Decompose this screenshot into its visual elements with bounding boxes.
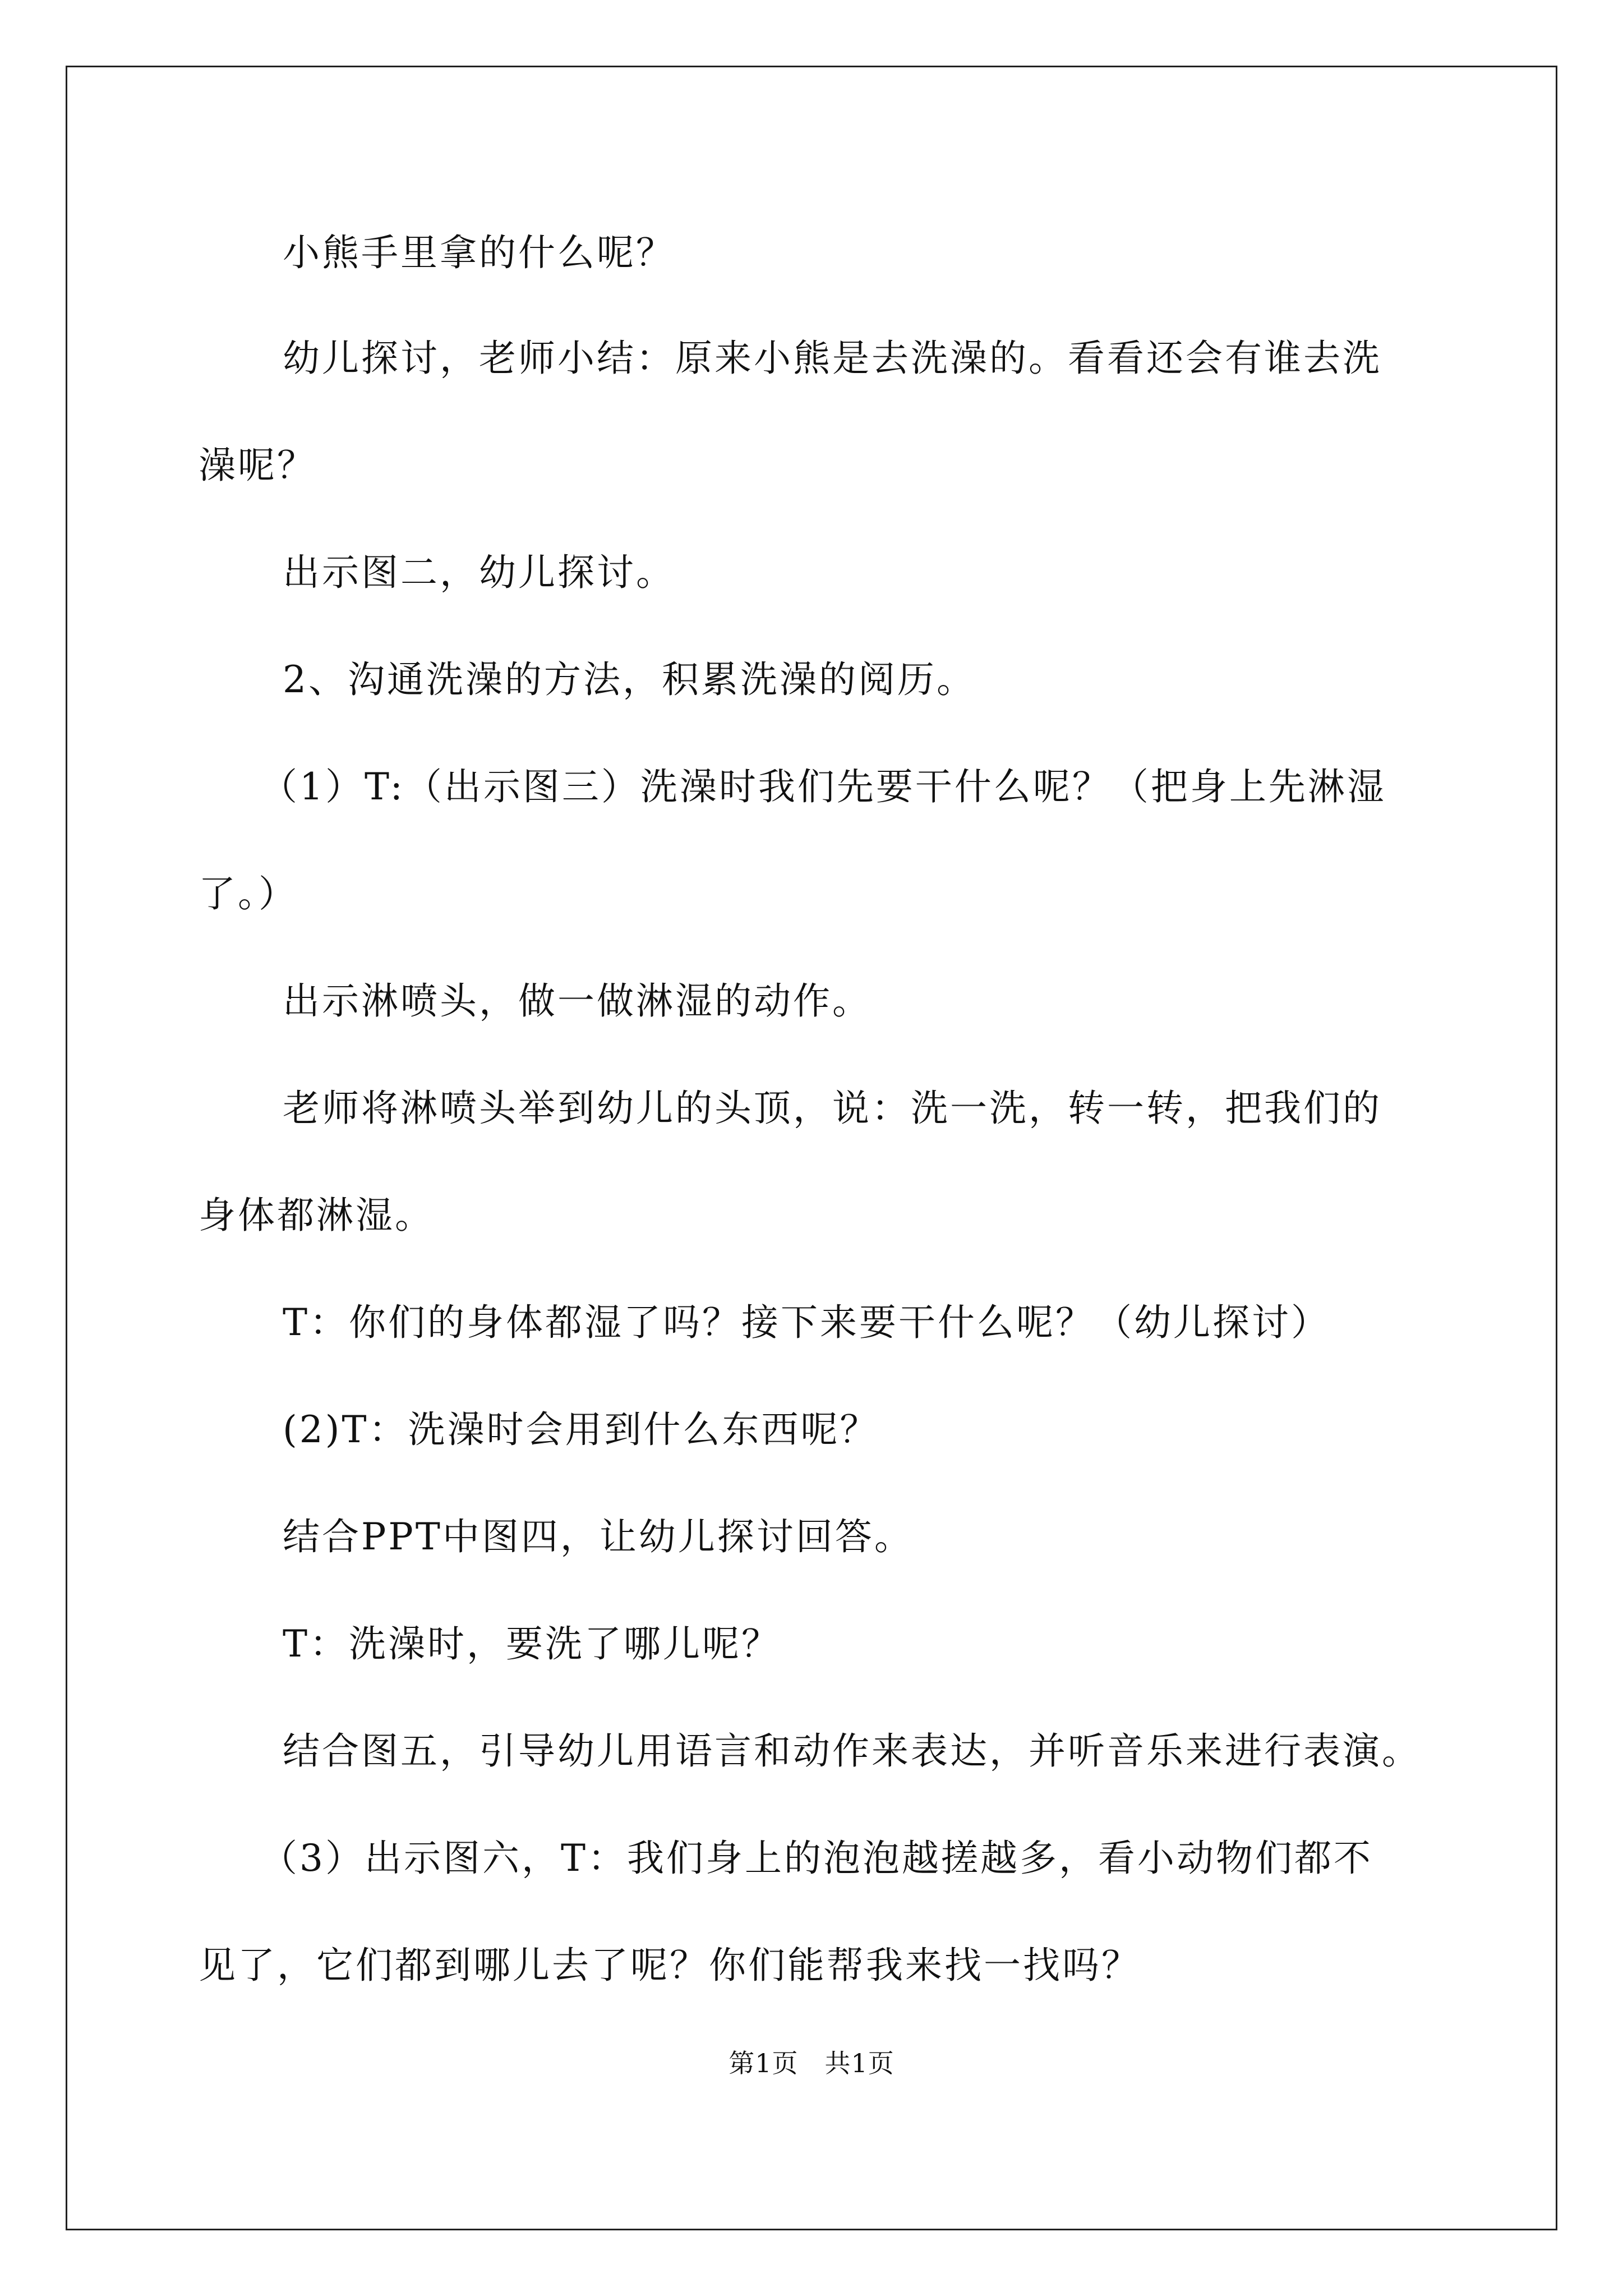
paragraph-line: T：你们的身体都湿了吗？接下来要干什么呢？（幼儿探讨） bbox=[283, 1301, 1331, 1344]
paragraph-line: 老师将淋喷头举到幼儿的头顶，说：洗一洗，转一转，把我们的 bbox=[283, 1087, 1382, 1130]
paragraph-line: 澡呢？ bbox=[199, 444, 316, 487]
paragraph-line: 见了，它们都到哪儿去了呢？你们能帮我来找一找吗？ bbox=[199, 1944, 1141, 1987]
paragraph-line: 幼儿探讨，老师小结：原来小熊是去洗澡的。看看还会有谁去洗 bbox=[283, 337, 1382, 380]
paragraph-line: (2)T：洗澡时会用到什么东西呢？ bbox=[283, 1408, 879, 1451]
paragraph-line: 2、沟通洗澡的方法，积累洗澡的阅历。 bbox=[283, 658, 976, 701]
paragraph-line: 身体都淋湿。 bbox=[199, 1194, 434, 1237]
paragraph-line: （1）T:（出示图三）洗澡时我们先要干什么呢？（把身上先淋湿 bbox=[260, 765, 1386, 808]
paragraph-line: （3）出示图六，T：我们身上的泡泡越搓越多，看小动物们都不 bbox=[260, 1837, 1373, 1880]
paragraph-line: 出示图二，幼儿探讨。 bbox=[283, 551, 675, 594]
paragraph-line: 了。） bbox=[199, 872, 298, 915]
page-border bbox=[66, 66, 1557, 2230]
paragraph-line: 结合图五，引导幼儿用语言和动作来表达，并听音乐来进行表演。 bbox=[283, 1729, 1421, 1773]
paragraph-line: T：洗澡时，要洗了哪儿呢？ bbox=[283, 1622, 781, 1665]
paragraph-line: 出示淋喷头，做一做淋湿的动作。 bbox=[283, 979, 872, 1023]
page-number-footer: 第1页 共1页 bbox=[728, 2048, 895, 2078]
paragraph-line: 结合PPT中图四，让幼儿探讨回答。 bbox=[283, 1515, 914, 1558]
paragraph-line: 小熊手里拿的什么呢？ bbox=[283, 231, 675, 274]
